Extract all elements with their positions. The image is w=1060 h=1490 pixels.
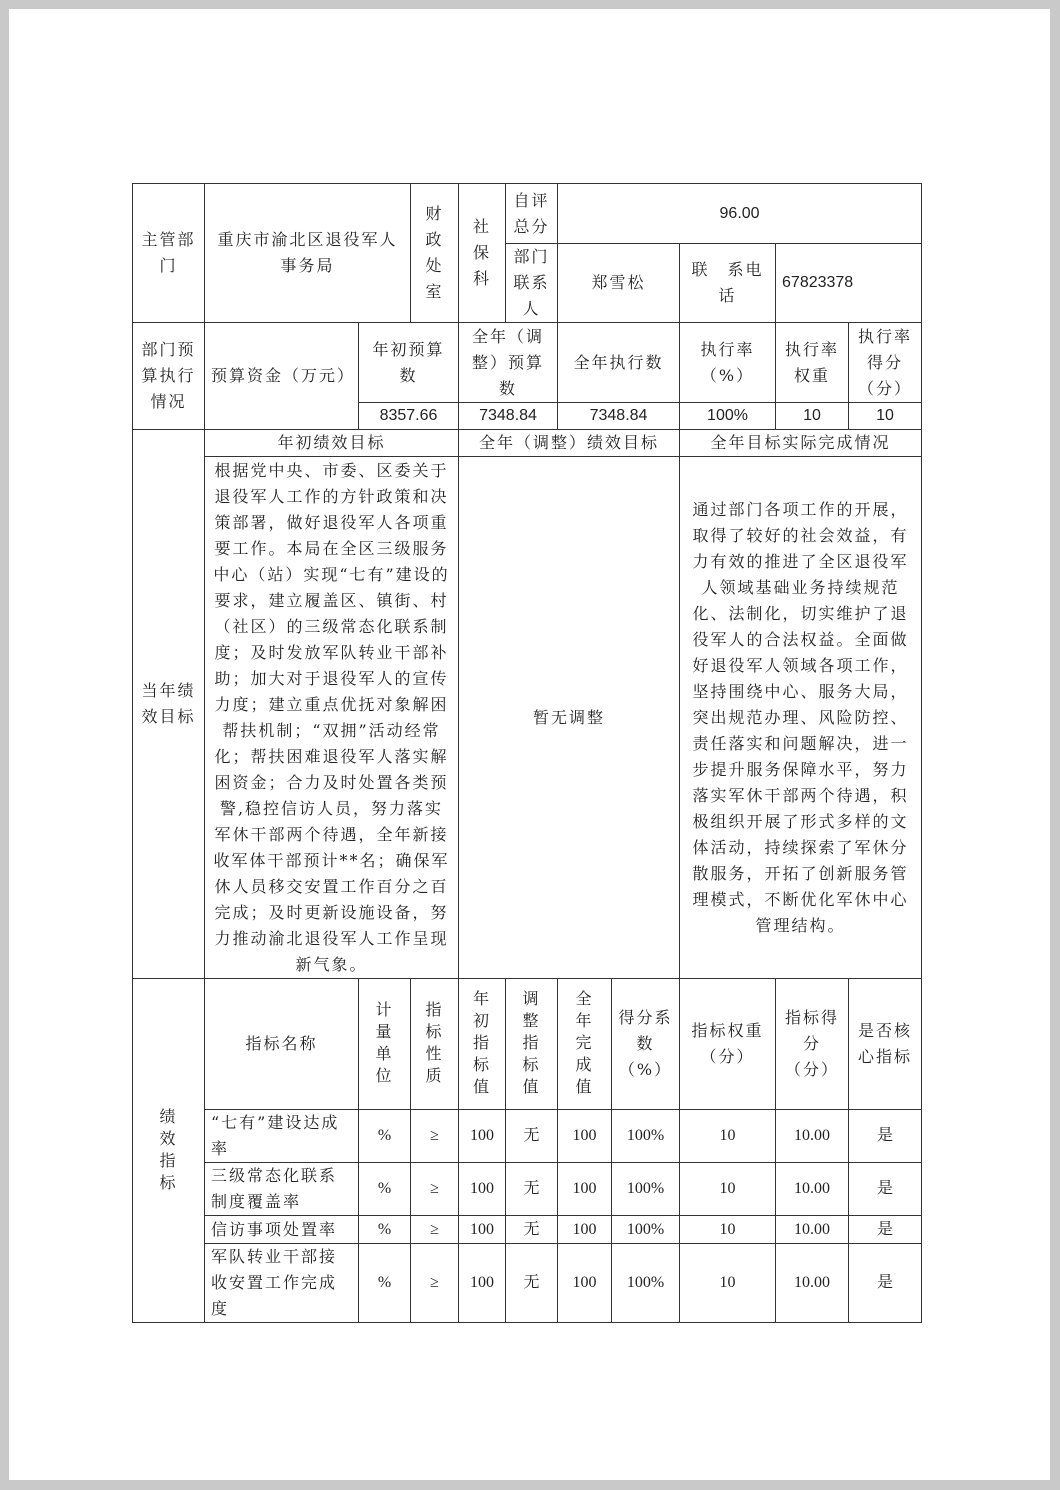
ind-name: 信访事项处置率	[205, 1216, 359, 1244]
ind-core: 是	[849, 1163, 922, 1216]
ind-score: 10.00	[776, 1163, 849, 1216]
ind-completed: 100	[558, 1216, 612, 1244]
ind-header-score: 指标得分（分）	[776, 979, 849, 1110]
ind-weight: 10	[680, 1244, 776, 1323]
finance-label: 财政处室	[411, 184, 459, 323]
budget-section-label: 部门预算执行情况	[133, 323, 205, 430]
budget-adjusted-header: 全年（调整）预算数	[459, 323, 558, 403]
ind-initial: 100	[459, 1216, 506, 1244]
table-row	[133, 1216, 922, 1244]
dept-label: 主管部门	[133, 184, 205, 323]
ind-header-core: 是否核心指标	[849, 979, 922, 1110]
budget-weight-value: 10	[776, 403, 849, 430]
ind-header-initial-text: 年初指标值	[473, 989, 492, 1096]
ind-header-completed	[558, 979, 612, 1110]
ind-header-name: 指标名称	[205, 979, 359, 1110]
goals-adjusted-header: 全年（调整）绩效目标	[459, 430, 680, 457]
budget-score-header: 执行率得分（分）	[849, 323, 922, 403]
ind-name: 军队转业干部接收安置工作完成度	[205, 1244, 359, 1323]
ind-unit: %	[359, 1110, 411, 1163]
ind-unit: %	[359, 1216, 411, 1244]
goals-actual-header: 全年目标实际完成情况	[680, 430, 922, 457]
contact-label: 部门联系人	[506, 244, 558, 323]
goals-initial-text: 根据党中央、市委、区委关于退役军人工作的方针政策和决策部署，做好退役军人各项重要工作。本局在全区三级服务中心（站）实现“七有”建设的要求，建立履盖区、镇街、村（社区）的三级常态化联系制度；及时发放军队转业干部补助；加大对于退役军人的宣传力度；建立重点优抚对象解困帮扶机制；“双拥”活动经常化；帮扶困难退役军人落实解困资金；合力及时处置各类预警,稳控信访人员，努力落实军休干部两个待遇，全年新接收军体干部预计**名；确保军休人员移交安置工作百分之百完成；及时更新设施设备，努力推动渝北退役军人工作呈现新气象。	[205, 457, 459, 979]
ind-unit: %	[359, 1244, 411, 1323]
ind-coef: 100%	[612, 1110, 680, 1163]
goals-section-label: 当年绩效目标	[133, 430, 205, 979]
ind-name: 三级常态化联系制度覆盖率	[205, 1163, 359, 1216]
ind-adjusted: 无	[506, 1216, 558, 1244]
budget-rate-value: 100%	[680, 403, 776, 430]
ind-header-weight: 指标权重（分）	[680, 979, 776, 1110]
ind-adjusted: 无	[506, 1110, 558, 1163]
table-row	[133, 1244, 922, 1323]
contact-value: 郑雪松	[558, 244, 680, 323]
ind-core: 是	[849, 1216, 922, 1244]
ind-adjusted: 无	[506, 1163, 558, 1216]
ind-nature: ≥	[411, 1110, 459, 1163]
ind-header-adjusted	[506, 979, 558, 1110]
dept-name: 重庆市渝北区退役军人事务局	[205, 184, 411, 323]
indicators-section-label	[133, 979, 205, 1323]
ind-header-unit-text: 计量单位	[375, 1000, 394, 1085]
ind-coef: 100%	[612, 1216, 680, 1244]
ind-initial: 100	[459, 1110, 506, 1163]
phone-label: 联 系电话	[680, 244, 776, 323]
ind-score: 10.00	[776, 1244, 849, 1323]
budget-weight-header: 执行率权重	[776, 323, 849, 403]
ind-header-nature-text: 指标性质	[425, 1000, 444, 1085]
ind-weight: 10	[680, 1163, 776, 1216]
budget-executed-value: 7348.84	[558, 403, 680, 430]
ind-weight: 10	[680, 1216, 776, 1244]
goals-actual-text: 通过部门各项工作的开展，取得了较好的社会效益，有力有效的推进了全区退役军人领域基础业务持续规范化、法制化，切实维护了退役军人的合法权益。全面做好退役军人领域各项工作，坚持围绕中心、服务大局，突出规范办理、风险防控、责任落实和问题解决，进一步提升服务保障水平，努力落实军休干部两个待遇，积极组织开展了形式多样的文体活动，持续探索了军休分散服务，开拓了创新服务管理模式，不断优化军休中心管理结构。	[680, 457, 922, 979]
ind-completed: 100	[558, 1244, 612, 1323]
phone-value: 67823378	[776, 244, 922, 323]
table-row	[133, 1110, 922, 1163]
finance-value: 社保科	[459, 184, 506, 323]
document-page	[9, 9, 1050, 1480]
ind-header-coef: 得分系数（%）	[612, 979, 680, 1110]
goals-adjusted-text: 暂无调整	[459, 457, 680, 979]
table-row	[133, 1163, 922, 1216]
indicators-section-label-text: 绩效指标	[159, 1106, 178, 1192]
budget-rate-header: 执行率（%）	[680, 323, 776, 403]
ind-score: 10.00	[776, 1216, 849, 1244]
ind-core: 是	[849, 1244, 922, 1323]
performance-evaluation-table	[132, 183, 922, 1323]
budget-executed-header: 全年执行数	[558, 323, 680, 403]
ind-coef: 100%	[612, 1163, 680, 1216]
ind-completed: 100	[558, 1163, 612, 1216]
ind-header-initial	[459, 979, 506, 1110]
ind-score: 10.00	[776, 1110, 849, 1163]
budget-initial-header: 年初预算数	[359, 323, 459, 403]
self-score-value: 96.00	[558, 184, 922, 244]
ind-nature: ≥	[411, 1163, 459, 1216]
ind-completed: 100	[558, 1110, 612, 1163]
ind-header-unit	[359, 979, 411, 1110]
budget-funds-label: 预算资金（万元）	[205, 323, 359, 430]
ind-header-adjusted-text: 调整指标值	[522, 989, 541, 1096]
ind-weight: 10	[680, 1110, 776, 1163]
goals-initial-header: 年初绩效目标	[205, 430, 459, 457]
ind-initial: 100	[459, 1163, 506, 1216]
ind-header-nature	[411, 979, 459, 1110]
ind-nature: ≥	[411, 1216, 459, 1244]
budget-initial-value: 8357.66	[359, 403, 459, 430]
ind-adjusted: 无	[506, 1244, 558, 1323]
ind-header-completed-text: 全年完成值	[575, 989, 594, 1096]
ind-name: “七有”建设达成率	[205, 1110, 359, 1163]
ind-coef: 100%	[612, 1244, 680, 1323]
ind-core: 是	[849, 1110, 922, 1163]
budget-score-value: 10	[849, 403, 922, 430]
budget-adjusted-value: 7348.84	[459, 403, 558, 430]
self-score-label: 自评总分	[506, 184, 558, 244]
ind-initial: 100	[459, 1244, 506, 1323]
ind-unit: %	[359, 1163, 411, 1216]
ind-nature: ≥	[411, 1244, 459, 1323]
